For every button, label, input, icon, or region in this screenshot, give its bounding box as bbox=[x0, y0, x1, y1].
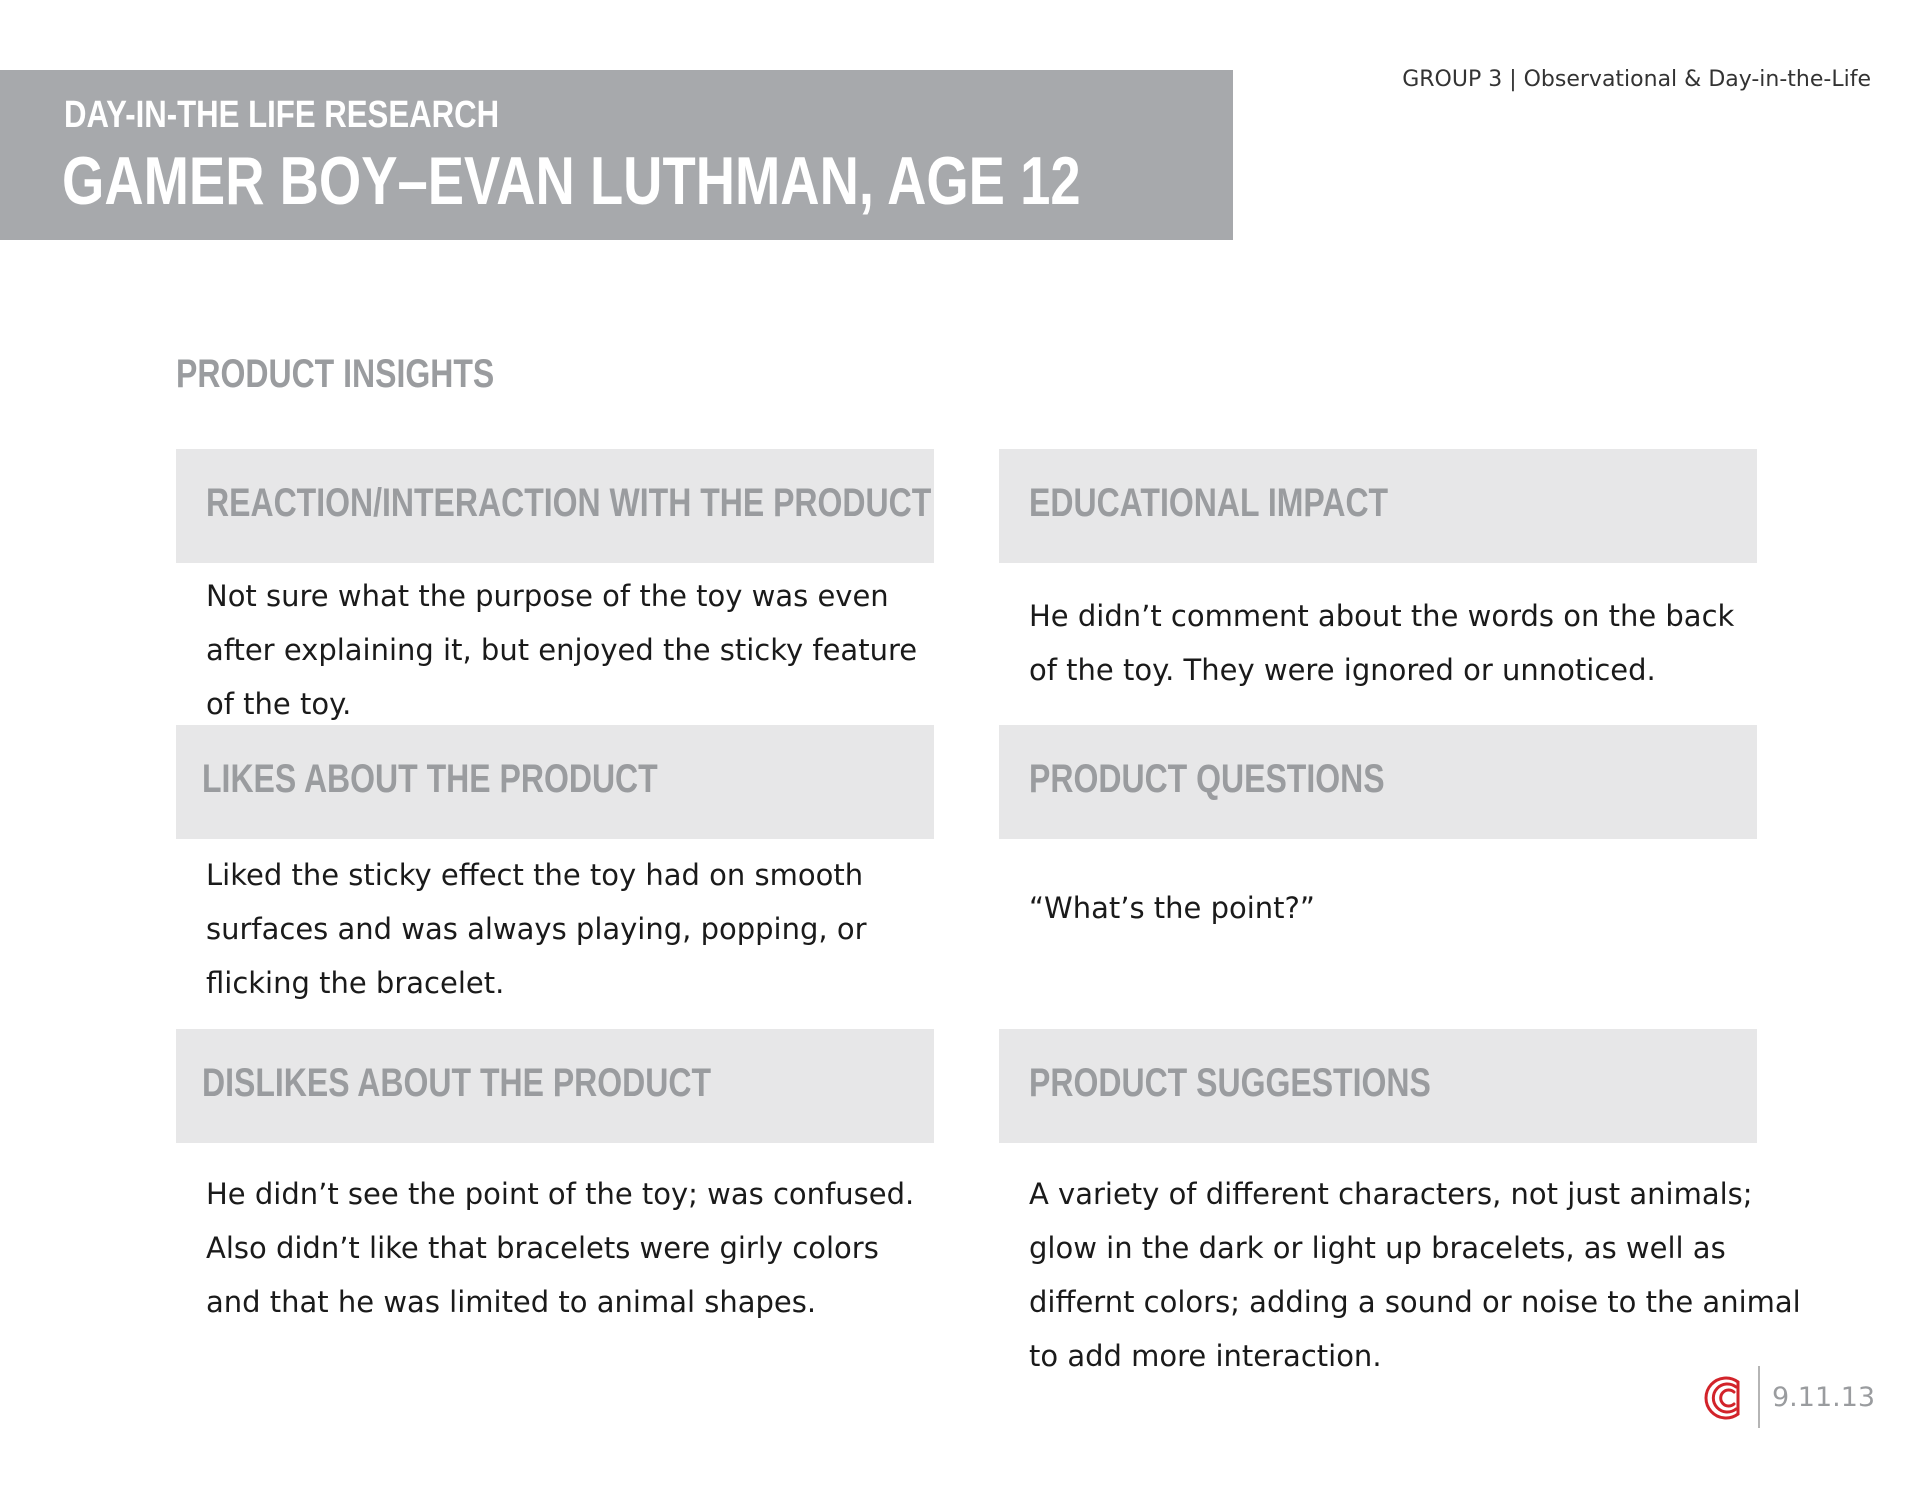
card-heading-label: EDUCATIONAL IMPACT bbox=[1029, 481, 1389, 525]
group-label: GROUP 3 | Observational & Day-in-the-Life bbox=[1402, 67, 1871, 92]
card-heading-likes bbox=[176, 725, 934, 839]
card-body-product-questions: “What’s the point?” bbox=[1029, 891, 1315, 925]
card-heading-label: LIKES ABOUT THE PRODUCT bbox=[202, 757, 658, 801]
card-heading-product-questions bbox=[999, 725, 1757, 839]
card-body-dislikes: He didn’t see the point of the toy; was confused. Also didn’t like that bracelets were girly colors and that he was limited to animal shapes. bbox=[206, 1177, 915, 1319]
company-logo-icon bbox=[1700, 1372, 1748, 1424]
card-heading-label: DISLIKES ABOUT THE PRODUCT bbox=[202, 1061, 712, 1105]
card-heading-label: REACTION/INTERACTION WITH THE PRODUCT bbox=[206, 481, 932, 525]
section-title: PRODUCT INSIGHTS bbox=[176, 352, 495, 396]
card-body-product-suggestions: A variety of different characters, not just animals; glow in the dark or light up bracelets, as well as differnt colors; adding a sound or noise to the animal to add more interaction. bbox=[1029, 1177, 1801, 1373]
card-heading-product-suggestions bbox=[999, 1029, 1757, 1143]
card-heading-label: PRODUCT SUGGESTIONS bbox=[1029, 1061, 1431, 1105]
card-body-educational-impact: He didn’t comment about the words on the back of the toy. They were ignored or unnoticed. bbox=[1029, 599, 1735, 687]
card-body-likes: Liked the sticky effect the toy had on smooth surfaces and was always playing, popping, or flicking the bracelet. bbox=[206, 858, 867, 1000]
page-date: 9.11.13 bbox=[1772, 1382, 1876, 1413]
card-heading-reaction bbox=[176, 449, 934, 563]
card-body-reaction: Not sure what the purpose of the toy was even after explaining it, but enjoyed the sticky feature of the toy. bbox=[206, 579, 918, 721]
card-heading-dislikes bbox=[176, 1029, 934, 1143]
page-title: GAMER BOY–EVAN LUTHMAN, AGE 12 bbox=[62, 143, 1081, 219]
card-heading-educational-impact bbox=[999, 449, 1757, 563]
header-subtitle: DAY-IN-THE LIFE RESEARCH bbox=[64, 94, 500, 136]
card-heading-label: PRODUCT QUESTIONS bbox=[1029, 757, 1385, 801]
footer-divider bbox=[1758, 1366, 1760, 1428]
